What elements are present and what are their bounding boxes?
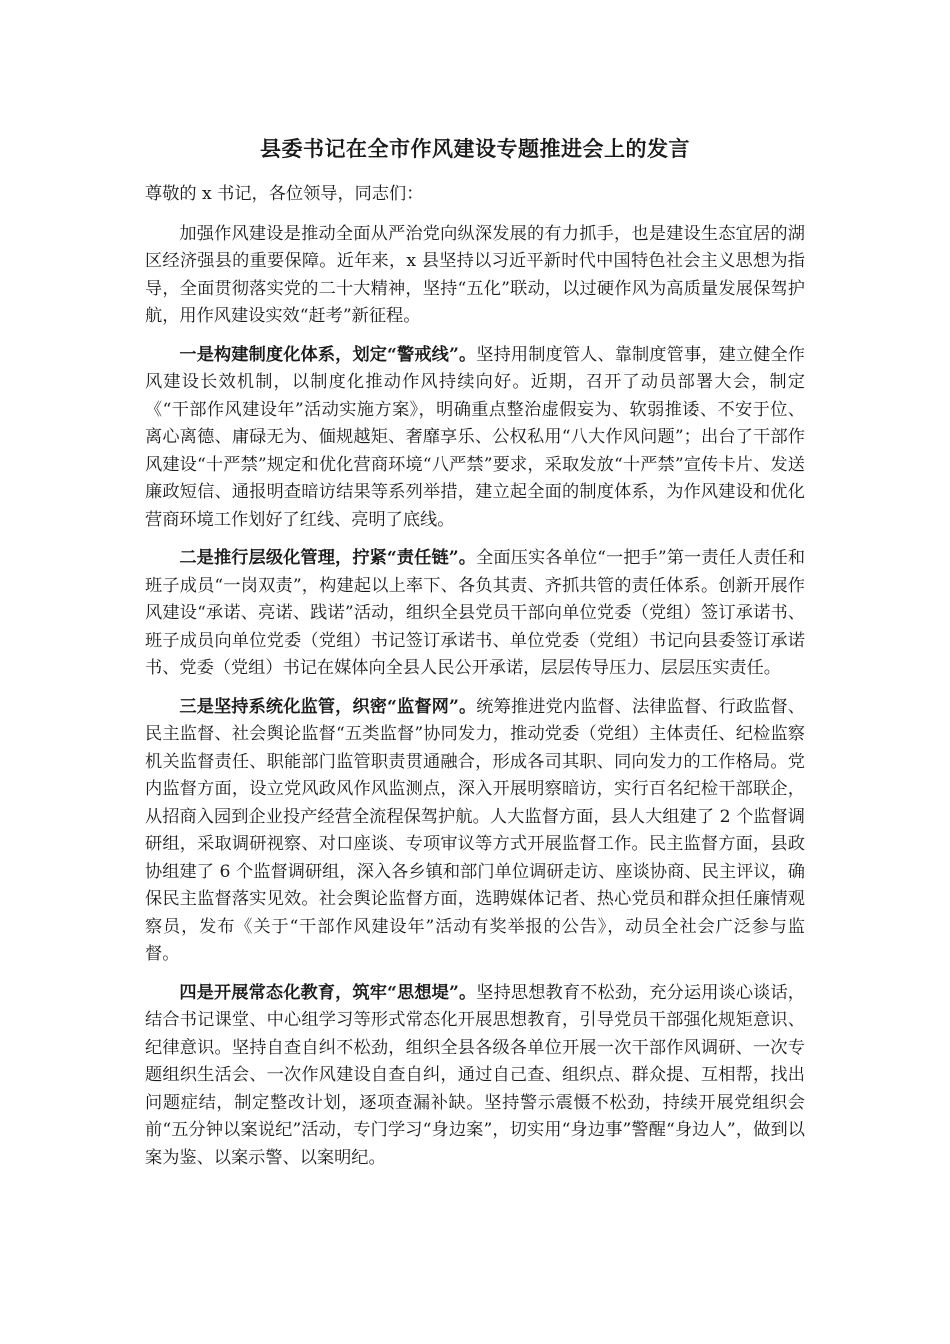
paragraph-lead: 一是构建制度化体系，划定“警戒线”。 — [179, 344, 477, 365]
paragraph-one — [145, 342, 805, 535]
paragraph-text: 统筹推进党内监督、法律监督、行政监督、民主监督、社会舆论监督“五类监督”协同发力，推动党委（党组）主体责任、纪检监察机关监督责任、职能部门监管职责贯通融合，形成各司其职、同向发力的工作格局。党内监督方面，设立党风政风作风监测点，深入开展明察暗访，实行百名纪检干部联企，从招商入园到企业投产经营全流程保驾护航。人大监督方面，县人大组建了 2 个监督调研组，采取调研视察、对口座谈、专项审议等方式开展监督工作。民主监督方面，县政协组建了 6 个监督调研组，深入各乡镇和部门单位调研走访、座谈协商、民主评议，确保民主监督落实见效。社会舆论监督方面，选聘媒体记者、热心党员和群众担任廉情观察员，发布《关于“干部作风建设年”活动有奖举报的公告》，动员全社会广泛参与监督。 — [145, 696, 805, 964]
paragraph-intro — [145, 221, 805, 331]
salutation: 尊敬的 x 书记，各位领导，同志们： — [145, 184, 424, 204]
paragraph-four — [145, 980, 805, 1173]
paragraph-three — [145, 694, 805, 969]
document-body — [145, 181, 805, 1183]
paragraph-lead: 三是坚持系统化监管，织密“监督网”。 — [179, 696, 477, 717]
paragraph-text: 全面压实各单位“一把手”第一责任人责任和班子成员“一岗双责”，构建起以上率下、各负其责、齐抓共管的责任体系。创新开展作风建设“承诺、亮诺、践诺”活动，组织全县党员干部向单位党委（党组）签订承诺书、班子成员向单位党委（党组）书记签订承诺书、单位党委（党组）书记向县委签订承诺书、党委（党组）书记在媒体向全县人民公开承诺，层层传导压力、层层压实责任。 — [145, 548, 806, 678]
paragraph-text: 坚持用制度管人、靠制度管事，建立健全作风建设长效机制，以制度化推动作风持续向好。近期，召开了动员部署大会，制定《“干部作风建设年”活动实施方案》，明确重点整治虚假妄为、软弱推诿、不安于位、离心离德、庸碌无为、偭规越矩、奢靡享乐、公权私用“八大作风问题”；出台了干部作风建设“十严禁”规定和优化营商环境“八严禁”要求，采取发放“十严禁”宣传卡片、发送廉政短信、通报明查暗访结果等系列举措，建立起全面的制度体系，为作风建设和优化营商环境工作划好了红线、亮明了底线。 — [145, 344, 805, 530]
paragraph-lead: 二是推行层级化管理，拧紧“责任链”。 — [179, 548, 477, 568]
paragraph-lead: 四是开展常态化教育，筑牢“思想堤”。 — [179, 982, 477, 1003]
document-title: 县委书记在全市作风建设专题推进会上的发言 — [260, 137, 690, 161]
paragraph-two — [145, 545, 805, 683]
paragraph-text: 坚持思想教育不松劲，充分运用谈心谈话，结合书记课堂、中心组学习等形式常态化开展思想教育，引导党员干部强化规矩意识、纪律意识。坚持自查自纠不松劲，组织全县各级各单位开展一次干部作风调研、一次专题组织生活会、一次作风建设自查自纠，通过自己查、组织点、群众提、互相帮，找出问题症结，制定整改计划，逐项查漏补缺。坚持警示震慑不松劲，持续开展党组织会前“五分钟以案说纪”活动，专门学习“身边案”，切实用“身边事”警醒“身边人”，做到以案为鉴、以案示警、以案明纪。 — [145, 982, 805, 1168]
paragraph-text: 加强作风建设是推动全面从严治党向纵深发展的有力抓手，也是建设生态宜居的湖区经济强县的重要保障。近年来，x 县坚持以习近平新时代中国特色社会主义思想为指导，全面贯彻落实党的二十大精神，坚持“五化”联动，以过硬作风为高质量发展保驾护航，用作风建设实效“赶考”新征程。 — [145, 223, 805, 326]
